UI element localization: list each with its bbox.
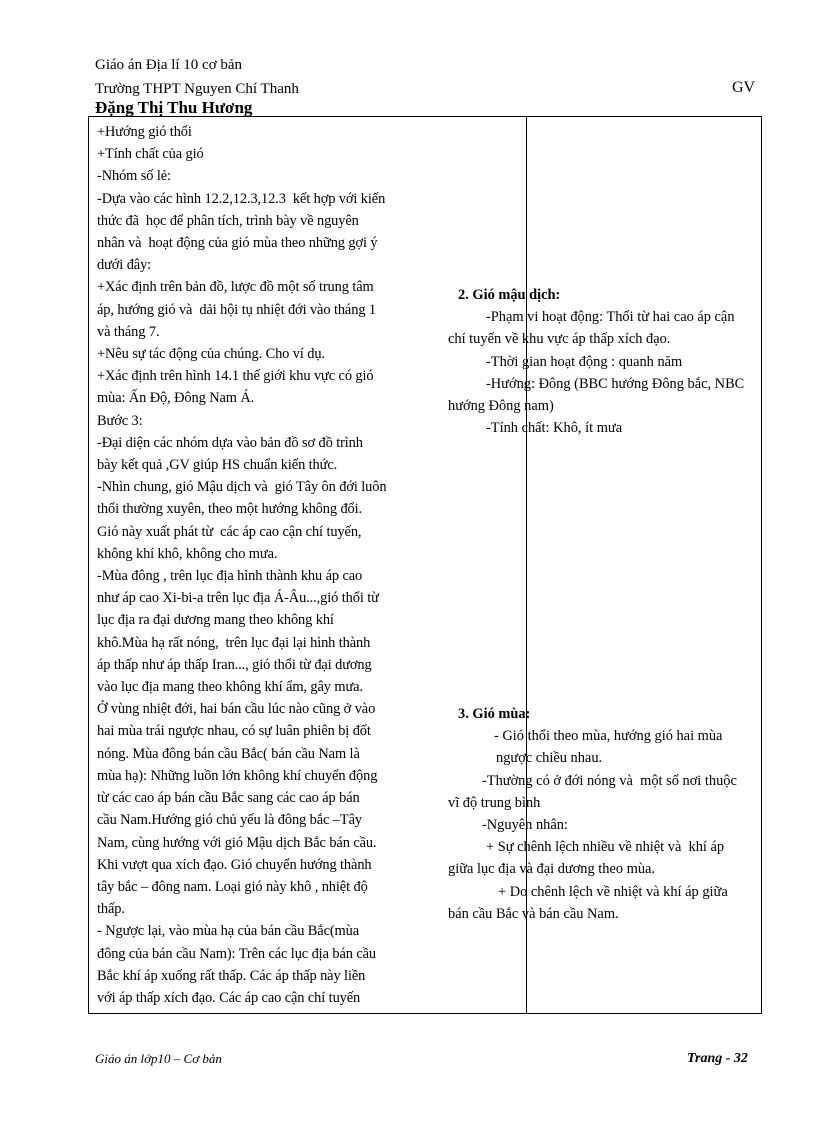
left-line: -Dựa vào các hình 12.2,12.3,12.3 kết hợp với kiến [97,190,386,207]
lesson-table [88,116,762,1014]
right-line: -Thời gian hoạt động : quanh năm [486,353,683,370]
doc-title: Giáo án Địa lí 10 cơ bản [95,57,243,73]
right-line: -Thường có ở đới nóng và một số nơi thuộc [482,772,737,789]
left-line: áp thấp như áp thấp Iran..., gió thổi từ đại dương [97,656,372,673]
left-line: đông của bán cầu Nam): Trên các lục địa bán cầu [97,945,377,962]
right-line: bán cầu Bắc và bán cầu Nam. [448,905,619,922]
gv-label: GV [732,79,756,96]
left-line: hai mùa trái ngược nhau, có sự luân phiên bị đốt [97,723,371,740]
left-line: lục địa ra đại dương mang theo không khí [97,612,334,629]
left-line: Khi vượt qua xích đạo. Gió chuyển hướng thành [97,856,372,873]
right-line: giữa lục địa và đại dương theo mùa. [448,861,656,878]
right-line: - Gió thổi theo mùa, hướng gió hai mùa [494,728,723,745]
left-line: thấp. [97,901,125,918]
left-line: +Xác định trên bản đồ, lược đồ một số trung tâm [97,279,374,296]
left-line: dưới đây: [97,257,152,274]
left-line: áp, hướng gió và dải hội tụ nhiệt đới vào tháng 1 [97,301,377,318]
section-trade-winds [446,284,768,439]
right-line: + Sự chênh lệch nhiều về nhiệt và khí áp [486,839,725,856]
left-line: -Đại diện các nhóm dựa vào bản đồ sơ đồ trình [97,434,363,451]
left-line: cầu Nam.Hướng gió chủ yếu là đông bắc –Tây [97,812,362,829]
left-line: Bắc khí áp xuống rất thấp. Các áp thấp này liền [97,967,366,984]
left-line: khô.Mùa hạ rất nóng, trên lục đại lại hình thành [97,634,371,651]
footer-course: Giáo án lớp10 – Cơ bản [95,1051,222,1066]
left-line: thức đã học để phân tích, trình bày về nguyên [97,212,359,229]
left-line: mùa hạ): Những luồn lớn không khí chuyển động [97,767,378,784]
left-line: từ các cao áp bán cầu Bắc sang các cao áp bán [97,790,360,807]
left-line: +Hướng gió thổi [97,124,192,140]
right-line: ngược chiều nhau. [496,750,603,767]
left-line: tây bắc – đông nam. Loại gió này khô , nhiệt độ [97,878,368,895]
left-line: nóng. Mùa đông bán cầu Bắc( bán cầu Nam là [97,745,360,762]
right-line: + Do chênh lệch về nhiệt và khí áp giữa [498,883,728,900]
left-line: vào lục địa mang theo không khí ẩm, gây mưa. [97,679,363,696]
section-heading: 2. Gió mậu dịch: [458,287,561,303]
left-line: như áp cao Xi-bi-a trên lục địa Á-Âu...,gió thổi từ [97,590,379,607]
left-line: Nam, cùng hướng với gió Mậu dịch Bắc bán cầu. [97,834,377,851]
left-line: và tháng 7. [97,323,160,340]
right-line: -Phạm vi hoạt động: Thổi từ hai cao áp cận [486,309,735,326]
left-line: - Ngược lại, vào mùa hạ của bán cầu Bắc(mùa [97,923,360,940]
left-line: thổi thường xuyên, theo một hướng không đổi. [97,501,363,518]
left-line: +Tính chất của gió [97,146,204,163]
left-line: mùa: Ấn Độ, Đông Nam Á. [97,390,255,407]
left-line: Bước 3: [97,412,143,429]
left-line: -Nhìn chung, gió Mậu dịch và gió Tây ôn đới luôn [97,479,387,496]
left-line: không khí khô, không cho mưa. [97,545,278,562]
left-line: nhân và hoạt động của gió mùa theo những gợi ý [97,235,378,252]
teacher-name: Đặng Thị Thu Hương [95,98,253,117]
school-name: Trường THPT Nguyen Chí Thanh [95,81,299,97]
right-line: hướng Đông nam) [448,398,554,415]
left-line: Ở vùng nhiệt đới, hai bán cầu lúc nào cũng ở vào [97,701,376,718]
right-line: vĩ độ trung bình [448,794,541,811]
right-line: -Nguyên nhân: [482,817,568,834]
section-monsoon [446,703,768,925]
right-line: -Hướng: Đông (BBC hướng Đông bắc, NBC [486,375,745,392]
left-line: bày kết quả ,GV giúp HS chuẩn kiến thức. [97,457,338,474]
left-line: Gió này xuất phát từ các áp cao cận chí tuyến, [97,523,362,540]
left-line: với áp thấp xích đạo. Các áp cao cận chí tuyến [97,989,361,1006]
left-line: +Xác định trên hình 14.1 thế giới khu vực có gió [97,368,374,385]
left-line: -Nhóm số lẻ: [97,168,171,185]
left-line: +Nêu sự tác động của chúng. Cho ví dụ. [97,346,325,363]
left-line: -Mùa đông , trên lục địa hình thành khu áp cao [97,568,363,585]
right-line: chí tuyến về khu vực áp thấp xích đạo. [448,331,671,348]
section-heading: 3. Gió mùa: [458,706,531,722]
right-line: -Tính chất: Khô, ít mưa [486,420,623,437]
page-number: Trang - 32 [687,1051,748,1066]
